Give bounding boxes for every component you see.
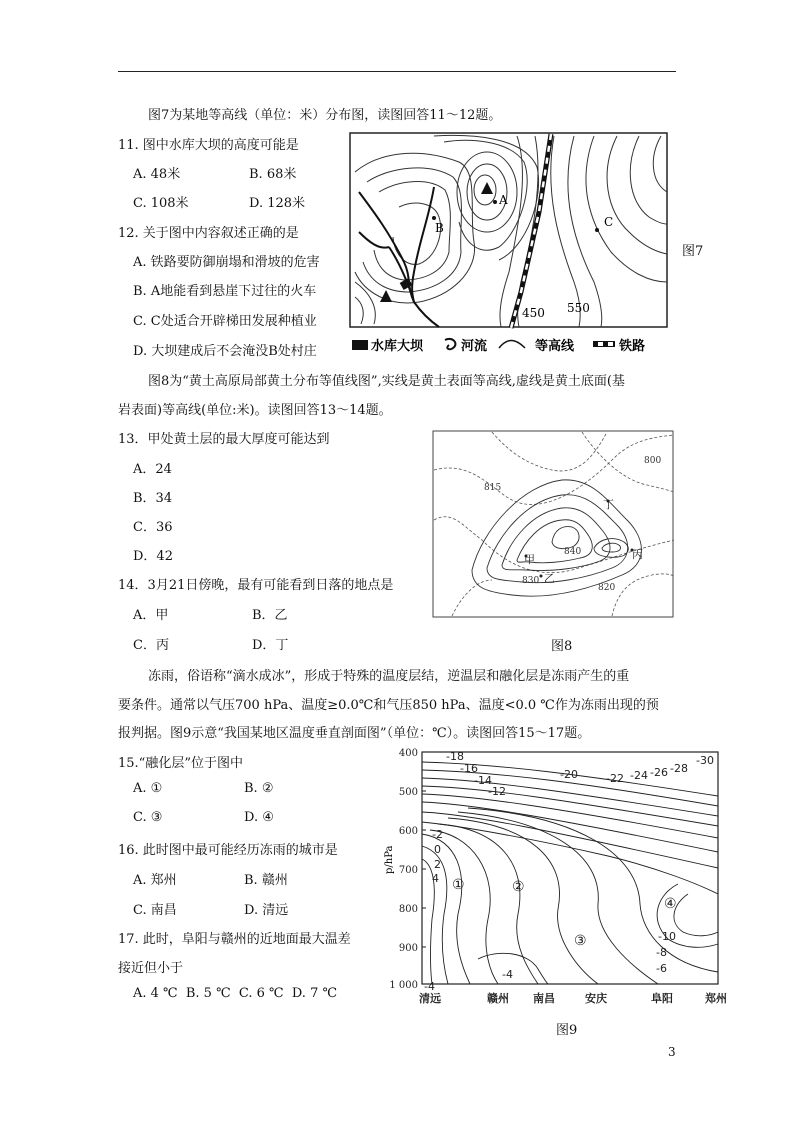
fig9-iso-m2: -2 <box>432 828 443 841</box>
q13-option-b: B．34 <box>133 491 173 506</box>
fig7-legend-dam: 水库大坝 <box>371 339 424 354</box>
q13-option-a: A．24 <box>133 462 172 477</box>
intro-fig9-line1: 冻雨，俗语称“滴水成冰”，形成于特殊的温度层结，逆温层和融化层是冻雨产生的重 <box>148 669 630 684</box>
q16-option-d: D. 清远 <box>244 903 289 918</box>
fig9-iso-m8: -8 <box>656 946 667 959</box>
intro-fig7: 图7为某地等高线（单位：米）分布图，读图回答11～12题。 <box>148 108 502 123</box>
header-rule <box>118 71 676 72</box>
q14-stem: 14．3月21日傍晚，最有可能看到日落的地点是 <box>118 578 394 593</box>
q12-option-a: A. 铁路要防御崩塌和滑坡的危害 <box>133 255 320 270</box>
fig9-iso-m6: -6 <box>656 962 667 975</box>
q11-option-d: D. 128米 <box>249 196 306 211</box>
fig9-xtick-ganzhou: 赣州 <box>487 992 509 1005</box>
fig9-ytick-500: 500 <box>398 787 418 798</box>
fig7-contour-450: 450 <box>522 306 545 320</box>
fig8-label-815: 815 <box>484 483 502 493</box>
fig7-legend-railway: 铁路 <box>619 339 646 354</box>
page-number: 3 <box>668 1045 676 1059</box>
q16-option-b: B. 赣州 <box>244 873 288 888</box>
fig9-ytick-900: 900 <box>398 943 418 954</box>
fig8-label-830: 830 <box>522 576 540 586</box>
fig8-label-800: 800 <box>644 456 662 466</box>
q16-option-a: A. 郑州 <box>133 873 177 888</box>
fig9-xtick-anqing: 安庆 <box>585 992 607 1005</box>
intro-fig9-line2: 要条件。通常以气压700 hPa、温度≥0.0℃和气压850 hPa、温度<0.0 ℃作为冻雨出现的预 <box>118 698 659 713</box>
intro-fig8-line1: 图8为“黄土高原局部黄土分布等值线图”,实线是黄土表面等高线,虚线是黄土底面(基 <box>148 374 625 389</box>
q15-stem: 15.“融化层”位于图中 <box>118 756 243 771</box>
fig9-xtick-fuyang: 阜阳 <box>651 992 673 1005</box>
q15-option-c: C. ③ <box>133 810 163 825</box>
q16-option-c: C. 南昌 <box>133 903 177 918</box>
fig9-iso-m22: -22 <box>606 772 624 785</box>
q15-option-a: A. ① <box>133 781 163 796</box>
q14-option-d: D．丁 <box>252 638 289 653</box>
fig9-iso-m28: -28 <box>670 762 688 775</box>
fig9-ytick-800: 800 <box>398 904 418 915</box>
fig7-contour-550: 550 <box>567 301 590 315</box>
fig9-iso-m16: -16 <box>460 762 478 775</box>
q16-stem: 16. 此时图中最可能经历冻雨的城市是 <box>118 843 338 858</box>
dam-legend-icon <box>352 340 368 350</box>
fig7-legend-river: 河流 <box>461 339 488 354</box>
q13-option-c: C．36 <box>133 520 173 535</box>
figure-7-caption: 图7 <box>682 244 704 259</box>
q12-stem: 12. 关于图中内容叙述正确的是 <box>118 226 299 241</box>
fig9-iso-m4-left: -4 <box>424 980 435 993</box>
fig8-label-840: 840 <box>564 547 582 557</box>
q15-option-b: B. ② <box>244 781 274 796</box>
fig9-iso-m12: -12 <box>488 785 506 798</box>
fig9-ytick-400: 400 <box>398 748 418 759</box>
q13-option-d: D．42 <box>133 549 173 564</box>
fig7-label-b: B <box>435 221 444 235</box>
fig9-region-3: ③ <box>574 933 587 949</box>
q17-stem-line1: 17. 此时，阜阳与赣州的近地面最大温差 <box>118 932 351 947</box>
q11-option-c: C. 108米 <box>133 196 189 211</box>
fig9-iso-m24: -24 <box>630 769 648 782</box>
q12-option-d: D. 大坝建成后不会淹没B处村庄 <box>133 344 317 359</box>
fig9-xtick-qingyuan: 清远 <box>419 992 441 1005</box>
q11-stem: 11. 图中水库大坝的高度可能是 <box>118 138 299 153</box>
intro-fig8-line2: 岩表面)等高线(单位:米)。读图回答13～14题。 <box>118 403 392 418</box>
fig9-ytick-1000: 1 000 <box>389 980 418 991</box>
q11-option-a: A. 48米 <box>133 167 181 182</box>
fig9-region-4: ④ <box>664 896 677 912</box>
fig9-ytick-700: 700 <box>398 865 418 876</box>
fig8-label-bing: 丙 <box>632 548 643 561</box>
fig8-label-820: 820 <box>598 583 616 593</box>
figure-8-caption: 图8 <box>551 639 573 654</box>
fig9-iso-2: 2 <box>434 858 441 871</box>
contour-legend-icon <box>499 341 525 349</box>
figure-9-caption: 图9 <box>556 1023 578 1038</box>
fig7-label-c: C <box>604 215 614 229</box>
fig9-iso-0: 0 <box>434 843 441 856</box>
fig9-iso-m18: -18 <box>446 750 464 763</box>
q17-options: A. 4 ℃ B. 5 ℃ C. 6 ℃ D. 7 ℃ <box>133 986 338 1001</box>
fig9-xtick-nanchang: 南昌 <box>533 992 555 1005</box>
q14-option-a: A．甲 <box>133 608 169 623</box>
fig9-ylabel: p/hPa <box>384 845 395 874</box>
q15-option-d: D. ④ <box>244 810 274 825</box>
fig8-label-yi: 乙 <box>544 572 555 585</box>
fig8-label-jia: 甲 <box>524 553 535 566</box>
fig9-iso-m26: -26 <box>650 766 668 779</box>
q11-option-b: B. 68米 <box>249 167 297 182</box>
q12-option-b: B. A地能看到悬崖下过往的火车 <box>133 284 317 299</box>
fig7-label-a: A <box>499 193 508 207</box>
fig9-xtick-zhengzhou: 郑州 <box>705 992 727 1005</box>
fig9-iso-m4: -4 <box>502 968 513 981</box>
figure-9-temperature-profile <box>378 744 734 1012</box>
fig8-label-ding: 丁 <box>603 498 614 511</box>
fig7-legend-contour: 等高线 <box>535 339 575 354</box>
fig9-region-2: ② <box>512 879 525 895</box>
fig9-iso-m14: -14 <box>474 774 492 787</box>
intro-fig9-line3: 报判据。图9示意“我国某地区温度垂直剖面图”（单位：℃）。读图回答15～17题。 <box>118 726 591 741</box>
q14-option-c: C．丙 <box>133 638 169 653</box>
figure-8-loess-map <box>432 430 676 620</box>
fig9-iso-m10: -10 <box>658 930 676 943</box>
fig9-region-1: ① <box>452 877 465 893</box>
river-legend-icon <box>445 339 455 349</box>
fig9-iso-m20: -20 <box>560 768 578 781</box>
q14-option-b: B．乙 <box>252 608 288 623</box>
q12-option-c: C. C处适合开辟梯田发展种植业 <box>133 314 317 329</box>
fig9-ytick-600: 600 <box>398 826 418 837</box>
q13-stem: 13．甲处黄土层的最大厚度可能达到 <box>118 432 330 447</box>
q17-stem-line2: 接近但小于 <box>118 961 184 976</box>
figure-7-contour-map <box>349 132 670 360</box>
fig9-iso-4: 4 <box>432 872 439 885</box>
fig9-iso-m30: -30 <box>696 754 714 767</box>
